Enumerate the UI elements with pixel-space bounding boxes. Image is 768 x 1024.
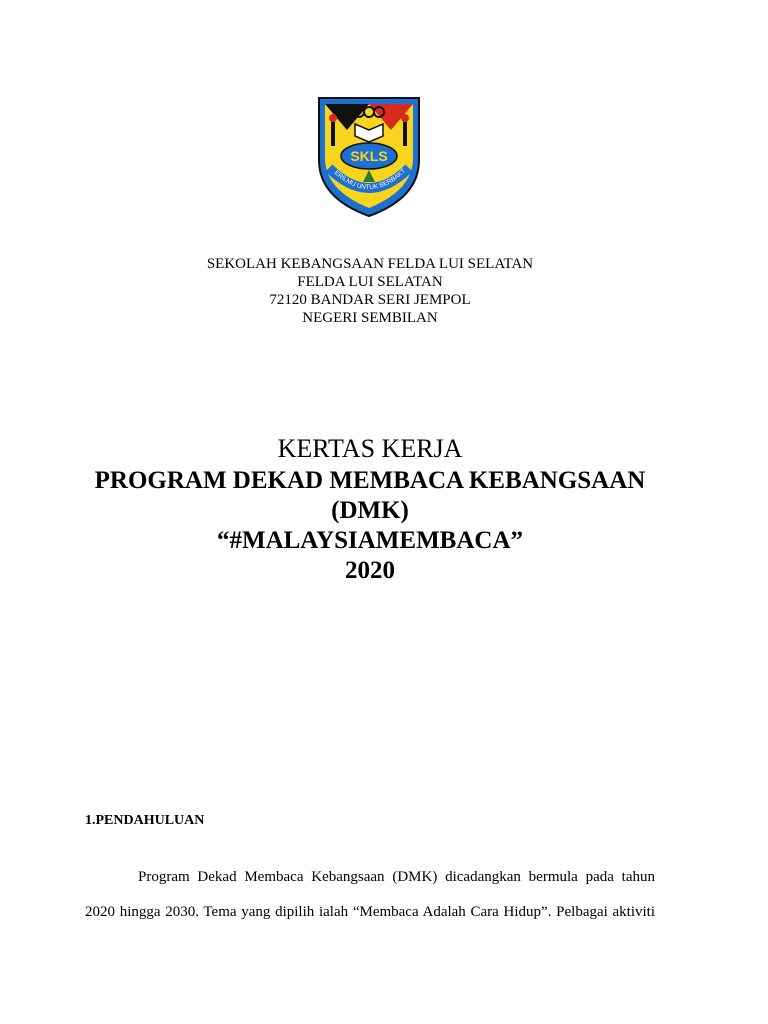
section-heading: 1.PENDAHULUAN	[85, 813, 205, 828]
school-name: SEKOLAH KEBANGSAAN FELDA LUI SELATAN	[206, 256, 534, 272]
address-line: NEGERI SEMBILAN	[302, 310, 438, 326]
school-crest-logo	[311, 90, 427, 220]
title-dmk: (DMK)	[331, 497, 409, 524]
paragraph-line: Program Dekad Membaca Kebangsaan (DMK) dicadangkan bermula pada tahun	[138, 869, 655, 885]
logo-motto: ERILMU UNTUK BERBAKT	[332, 167, 408, 192]
address-line: 72120 BANDAR SERI JEMPOL	[269, 292, 471, 308]
school-address	[0, 255, 740, 327]
intro-paragraph	[85, 860, 655, 930]
title-kertas-kerja: KERTAS KERJA	[277, 434, 463, 463]
document-title	[0, 432, 740, 586]
logo-text: SKLS	[350, 148, 388, 164]
title-year: 2020	[345, 557, 395, 584]
address-line: FELDA LUI SELATAN	[297, 274, 443, 290]
title-hashtag: “#MALAYSIAMEMBACA”	[216, 527, 524, 554]
paragraph-line: 2020 hingga 2030. Tema yang dipilih ialah “Membaca Adalah Cara Hidup”. Pelbagai aktiviti	[85, 904, 655, 920]
title-program: PROGRAM DEKAD MEMBACA KEBANGSAAN	[94, 467, 646, 494]
